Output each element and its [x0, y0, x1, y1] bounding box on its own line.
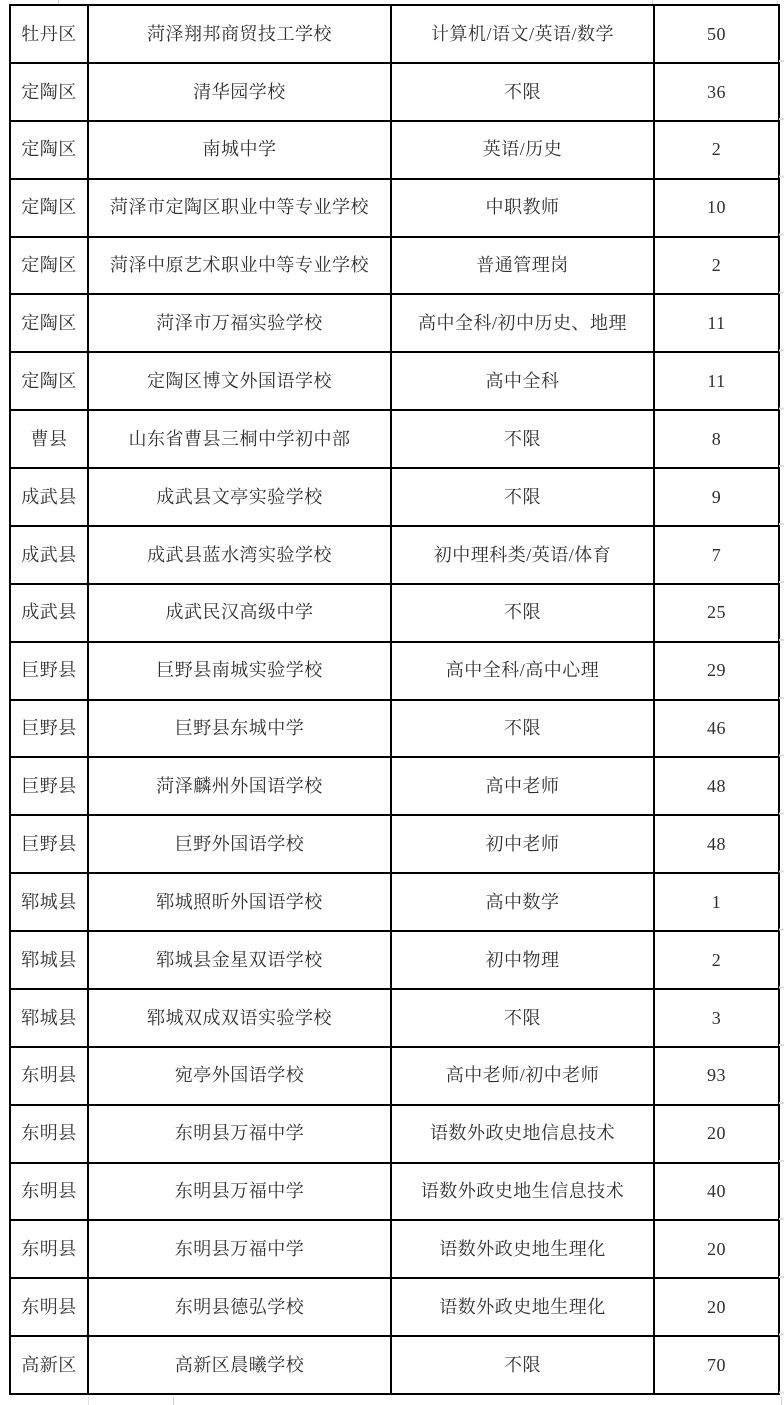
cell-subjects: 高中数学: [391, 873, 654, 931]
cell-quota: 48: [654, 757, 779, 815]
cell-district: 巨野县: [10, 757, 88, 815]
cell-school: 东明县万福中学: [88, 1220, 391, 1278]
table-row: [10, 989, 779, 1047]
table-row: [10, 1336, 779, 1394]
cell-school: 郓城双成双语实验学校: [88, 989, 391, 1047]
cell-quota: 36: [654, 63, 779, 121]
table-row: [10, 526, 779, 584]
cell-subjects: 不限: [391, 700, 654, 758]
table-row: [10, 121, 779, 179]
cell-school: 东明县万福中学: [88, 1163, 391, 1221]
cell-subjects: 中职教师: [391, 179, 654, 237]
cell-quota: 11: [654, 294, 779, 352]
cell-school: 南城中学: [88, 121, 391, 179]
table-row: [10, 1220, 779, 1278]
table-row: [10, 179, 779, 237]
cell-quota: 50: [654, 5, 779, 63]
cell-subjects: 初中老师: [391, 815, 654, 873]
cell-school: 郓城县金星双语学校: [88, 931, 391, 989]
cell-school: 宛亭外国语学校: [88, 1047, 391, 1105]
cell-quota: 8: [654, 410, 779, 468]
cell-quota: 2: [654, 121, 779, 179]
cell-subjects: 初中物理: [391, 931, 654, 989]
table-row: [10, 1278, 779, 1336]
cell-subjects: 计算机/语文/英语/数学: [391, 5, 654, 63]
cell-school: 巨野县南城实验学校: [88, 642, 391, 700]
cell-school: 菏泽中原艺术职业中等专业学校: [88, 237, 391, 295]
table-row: [10, 63, 779, 121]
cell-school: 东明县德弘学校: [88, 1278, 391, 1336]
cell-school: 菏泽市定陶区职业中等专业学校: [88, 179, 391, 237]
cell-subjects: 高中老师: [391, 757, 654, 815]
cell-subjects: 英语/历史: [391, 121, 654, 179]
table-row: [10, 757, 779, 815]
cell-district: 东明县: [10, 1105, 88, 1163]
table-row: [10, 584, 779, 642]
table-row: [10, 5, 779, 63]
cell-district: 东明县: [10, 1220, 88, 1278]
cell-subjects: 不限: [391, 63, 654, 121]
cell-school: 成武县蓝水湾实验学校: [88, 526, 391, 584]
cell-district: 成武县: [10, 584, 88, 642]
cell-quota: 9: [654, 468, 779, 526]
cell-school: 巨野县东城中学: [88, 700, 391, 758]
cell-district: 郓城县: [10, 873, 88, 931]
cell-school: 菏泽麟州外国语学校: [88, 757, 391, 815]
clipped-gridline-bottom: [173, 1397, 174, 1405]
cell-quota: 10: [654, 179, 779, 237]
cell-district: 巨野县: [10, 815, 88, 873]
cell-quota: 48: [654, 815, 779, 873]
cell-school: 菏泽市万福实验学校: [88, 294, 391, 352]
cell-district: 定陶区: [10, 63, 88, 121]
cell-subjects: 不限: [391, 584, 654, 642]
cell-subjects: 不限: [391, 1336, 654, 1394]
cell-district: 郓城县: [10, 989, 88, 1047]
cell-school: 郓城照昕外国语学校: [88, 873, 391, 931]
cell-quota: 70: [654, 1336, 779, 1394]
cell-district: 高新区: [10, 1336, 88, 1394]
cell-school: 菏泽翔邦商贸技工学校: [88, 5, 391, 63]
table-row: [10, 468, 779, 526]
clipped-gridline-bottom: [88, 1397, 89, 1405]
table-row: [10, 700, 779, 758]
cell-district: 成武县: [10, 468, 88, 526]
table-row: [10, 873, 779, 931]
cell-district: 定陶区: [10, 121, 88, 179]
cell-quota: 3: [654, 989, 779, 1047]
cell-subjects: 不限: [391, 468, 654, 526]
cell-quota: 20: [654, 1278, 779, 1336]
cell-district: 东明县: [10, 1163, 88, 1221]
gridline-stubs: [779, 4, 784, 1395]
cell-subjects: 语数外政史地生理化: [391, 1278, 654, 1336]
cell-quota: 46: [654, 700, 779, 758]
cell-district: 定陶区: [10, 294, 88, 352]
cell-quota: 25: [654, 584, 779, 642]
cell-subjects: 语数外政史地生理化: [391, 1220, 654, 1278]
table-row: [10, 1047, 779, 1105]
cell-district: 曹县: [10, 410, 88, 468]
cell-district: 定陶区: [10, 179, 88, 237]
cell-district: 成武县: [10, 526, 88, 584]
cell-subjects: 高中全科/初中历史、地理: [391, 294, 654, 352]
table-row: [10, 410, 779, 468]
cell-quota: 40: [654, 1163, 779, 1221]
cell-school: 定陶区博文外国语学校: [88, 352, 391, 410]
cell-quota: 1: [654, 873, 779, 931]
cell-quota: 20: [654, 1105, 779, 1163]
table-row: [10, 642, 779, 700]
table-row: [10, 931, 779, 989]
cell-subjects: 普通管理岗: [391, 237, 654, 295]
cell-subjects: 高中全科/高中心理: [391, 642, 654, 700]
cell-quota: 93: [654, 1047, 779, 1105]
cell-district: 牡丹区: [10, 5, 88, 63]
table-row: [10, 294, 779, 352]
cell-district: 巨野县: [10, 642, 88, 700]
cell-subjects: 高中全科: [391, 352, 654, 410]
cell-quota: 2: [654, 237, 779, 295]
table-body: [10, 5, 779, 1394]
cell-district: 定陶区: [10, 352, 88, 410]
cell-subjects: 不限: [391, 410, 654, 468]
cell-quota: 7: [654, 526, 779, 584]
cell-school: 清华园学校: [88, 63, 391, 121]
clipped-gridline-bottom: [781, 1397, 782, 1405]
table-row: [10, 352, 779, 410]
cell-school: 巨野外国语学校: [88, 815, 391, 873]
cell-district: 东明县: [10, 1278, 88, 1336]
recruitment-table: [9, 4, 780, 1395]
cell-quota: 2: [654, 931, 779, 989]
table-row: [10, 237, 779, 295]
cell-school: 高新区晨曦学校: [88, 1336, 391, 1394]
table-row: [10, 1105, 779, 1163]
cell-school: 山东省曹县三桐中学初中部: [88, 410, 391, 468]
cell-subjects: 高中老师/初中老师: [391, 1047, 654, 1105]
cell-district: 东明县: [10, 1047, 88, 1105]
cell-subjects: 语数外政史地生信息技术: [391, 1163, 654, 1221]
cell-school: 东明县万福中学: [88, 1105, 391, 1163]
table-row: [10, 815, 779, 873]
cell-subjects: 语数外政史地信息技术: [391, 1105, 654, 1163]
cell-school: 成武县文亭实验学校: [88, 468, 391, 526]
cell-quota: 11: [654, 352, 779, 410]
cell-district: 郓城县: [10, 931, 88, 989]
cell-subjects: 初中理科类/英语/体育: [391, 526, 654, 584]
cell-district: 定陶区: [10, 237, 88, 295]
cell-quota: 20: [654, 1220, 779, 1278]
cell-school: 成武民汉高级中学: [88, 584, 391, 642]
cell-subjects: 不限: [391, 989, 654, 1047]
cell-quota: 29: [654, 642, 779, 700]
cell-district: 巨野县: [10, 700, 88, 758]
table-row: [10, 1163, 779, 1221]
